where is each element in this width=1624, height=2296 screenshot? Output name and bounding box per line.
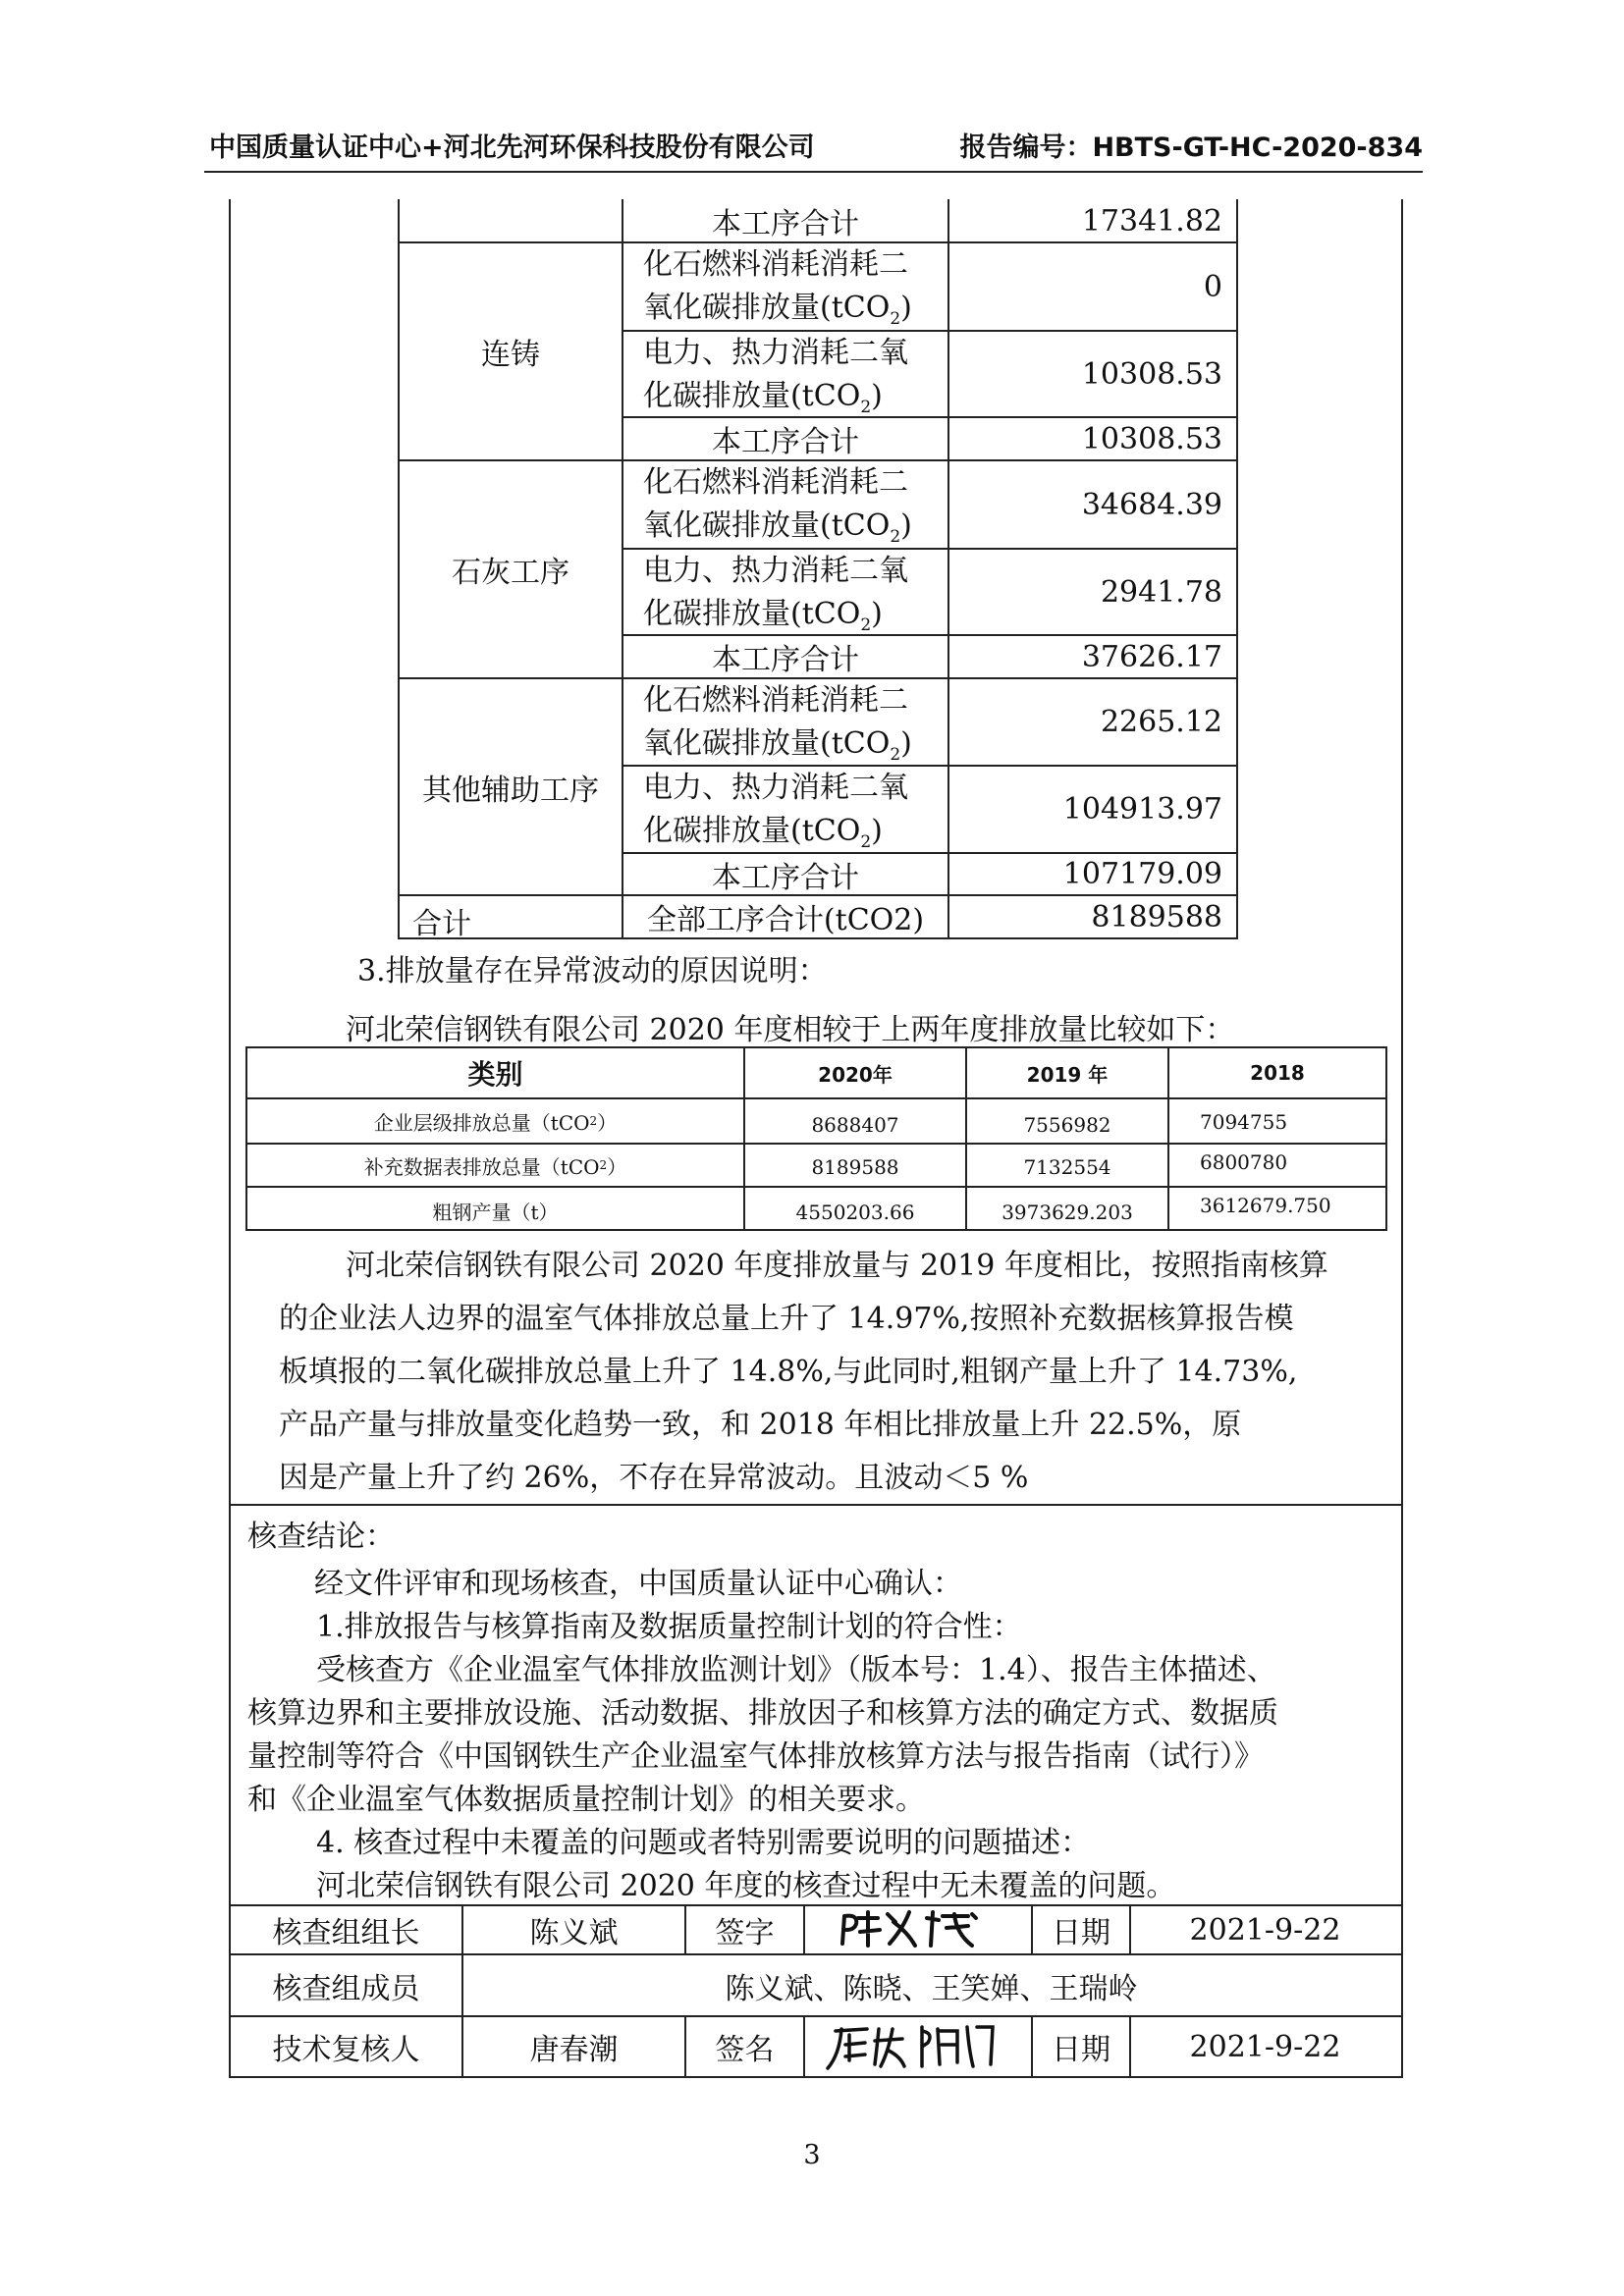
row-value: 37626.17 <box>1081 639 1222 674</box>
total-value: 8189588 <box>1091 899 1222 934</box>
row-item: 化石燃料消耗消耗二 氧化碳排放量(tCO$_2$) <box>643 247 912 329</box>
leader-date: 2021-9-22 <box>1189 1912 1341 1948</box>
row-value: 0 <box>1203 269 1222 304</box>
date2-label: 日期 <box>1052 2033 1110 2067</box>
process-name: 其他辅助工序 <box>422 773 599 808</box>
table-row-label: 补充数据表排放总量（tCO 2 ） <box>363 1154 627 1179</box>
row-item: 本工序合计 <box>712 643 859 677</box>
row-value: 107179.09 <box>1062 857 1222 891</box>
row-value: 17341.82 <box>1081 203 1222 239</box>
total-item: 全部工序合计(tCO2) <box>646 903 925 937</box>
table-cell: 7132554 <box>1023 1155 1111 1179</box>
row-item: 本工序合计 <box>712 425 859 459</box>
table-cell: 3612679.750 <box>1200 1194 1331 1217</box>
process-name: 石灰工序 <box>452 556 569 590</box>
sign2-label: 签名 <box>715 2033 775 2067</box>
row-item: 化石燃料消耗消耗二 氧化碳排放量(tCO$_2$) <box>643 683 912 765</box>
header-rule <box>204 171 1423 173</box>
row-item: 本工序合计 <box>712 207 859 241</box>
table-cell: 4550203.66 <box>795 1201 915 1224</box>
row-item: 电力、热力消耗二氧 化碳排放量(tCO$_2$) <box>643 554 908 635</box>
header-org: 中国质量认证中心+河北先河环保科技股份有限公司 <box>209 133 815 163</box>
process-name: 连铸 <box>481 338 540 372</box>
row-value: 104913.97 <box>1062 792 1222 827</box>
row-value: 2265.12 <box>1100 705 1222 739</box>
handwritten-signature <box>820 2021 1016 2072</box>
col-header-2018: 2018 <box>1250 1061 1305 1085</box>
header-report-number: 报告编号：HBTS-GT-HC-2020-834 <box>959 133 1423 163</box>
date-label: 日期 <box>1052 1916 1110 1950</box>
total-label: 合计 <box>412 907 471 941</box>
row-item: 电力、热力消耗二氧 化碳排放量(tCO$_2$) <box>643 336 908 417</box>
reviewer-label: 技术复核人 <box>272 2033 420 2067</box>
members-list: 陈义斌、陈晓、王笑婵、王瑞岭 <box>725 1971 1138 2006</box>
leader-label: 核查组组长 <box>272 1916 420 1950</box>
row-item: 电力、热力消耗二氧 化碳排放量(tCO$_2$) <box>643 771 908 852</box>
col-header-category: 类别 <box>467 1058 523 1091</box>
col-header-2019: 2019 年 <box>1026 1062 1109 1087</box>
section-intro: 河北荣信钢铁有限公司 2020 年度相较于上两年度排放量比较如下： <box>346 1013 1235 1047</box>
row-item: 本工序合计 <box>712 860 859 895</box>
table-cell: 6800780 <box>1200 1150 1288 1174</box>
conclusion-title: 核查结论： <box>247 1520 395 1554</box>
row-item: 化石燃料消耗消耗二 氧化碳排放量(tCO$_2$) <box>643 465 912 547</box>
leader-signature <box>805 1906 1031 1953</box>
reviewer-date: 2021-9-22 <box>1189 2029 1341 2064</box>
table-cell: 8189588 <box>811 1155 899 1179</box>
table-cell: 8688407 <box>811 1113 899 1137</box>
members-label: 核查组成员 <box>272 1971 420 2006</box>
col-header-2020: 2020年 <box>818 1062 893 1087</box>
sign-label: 签字 <box>715 1916 775 1950</box>
page-number: 3 <box>803 2140 821 2170</box>
table-cell: 3973629.203 <box>1001 1201 1133 1224</box>
row-value: 2941.78 <box>1100 574 1222 610</box>
row-value: 10308.53 <box>1081 356 1222 392</box>
table-row-label: 企业层级排放总量（tCO 2 ） <box>373 1110 618 1135</box>
reviewer-name: 唐春潮 <box>529 2033 619 2067</box>
section-heading: 3.排放量存在异常波动的原因说明： <box>357 954 828 988</box>
table-row-label: 粗钢产量（t） <box>432 1200 559 1224</box>
table-cell: 7556982 <box>1023 1113 1111 1137</box>
table-cell: 7094755 <box>1200 1110 1288 1134</box>
reviewer-signature <box>805 2017 1031 2076</box>
section-divider <box>229 1504 1401 1506</box>
row-value: 34684.39 <box>1081 487 1222 522</box>
page-header <box>209 126 1423 171</box>
leader-name: 陈义斌 <box>529 1916 619 1950</box>
row-value: 10308.53 <box>1081 421 1222 456</box>
handwritten-signature <box>825 1908 1011 1951</box>
